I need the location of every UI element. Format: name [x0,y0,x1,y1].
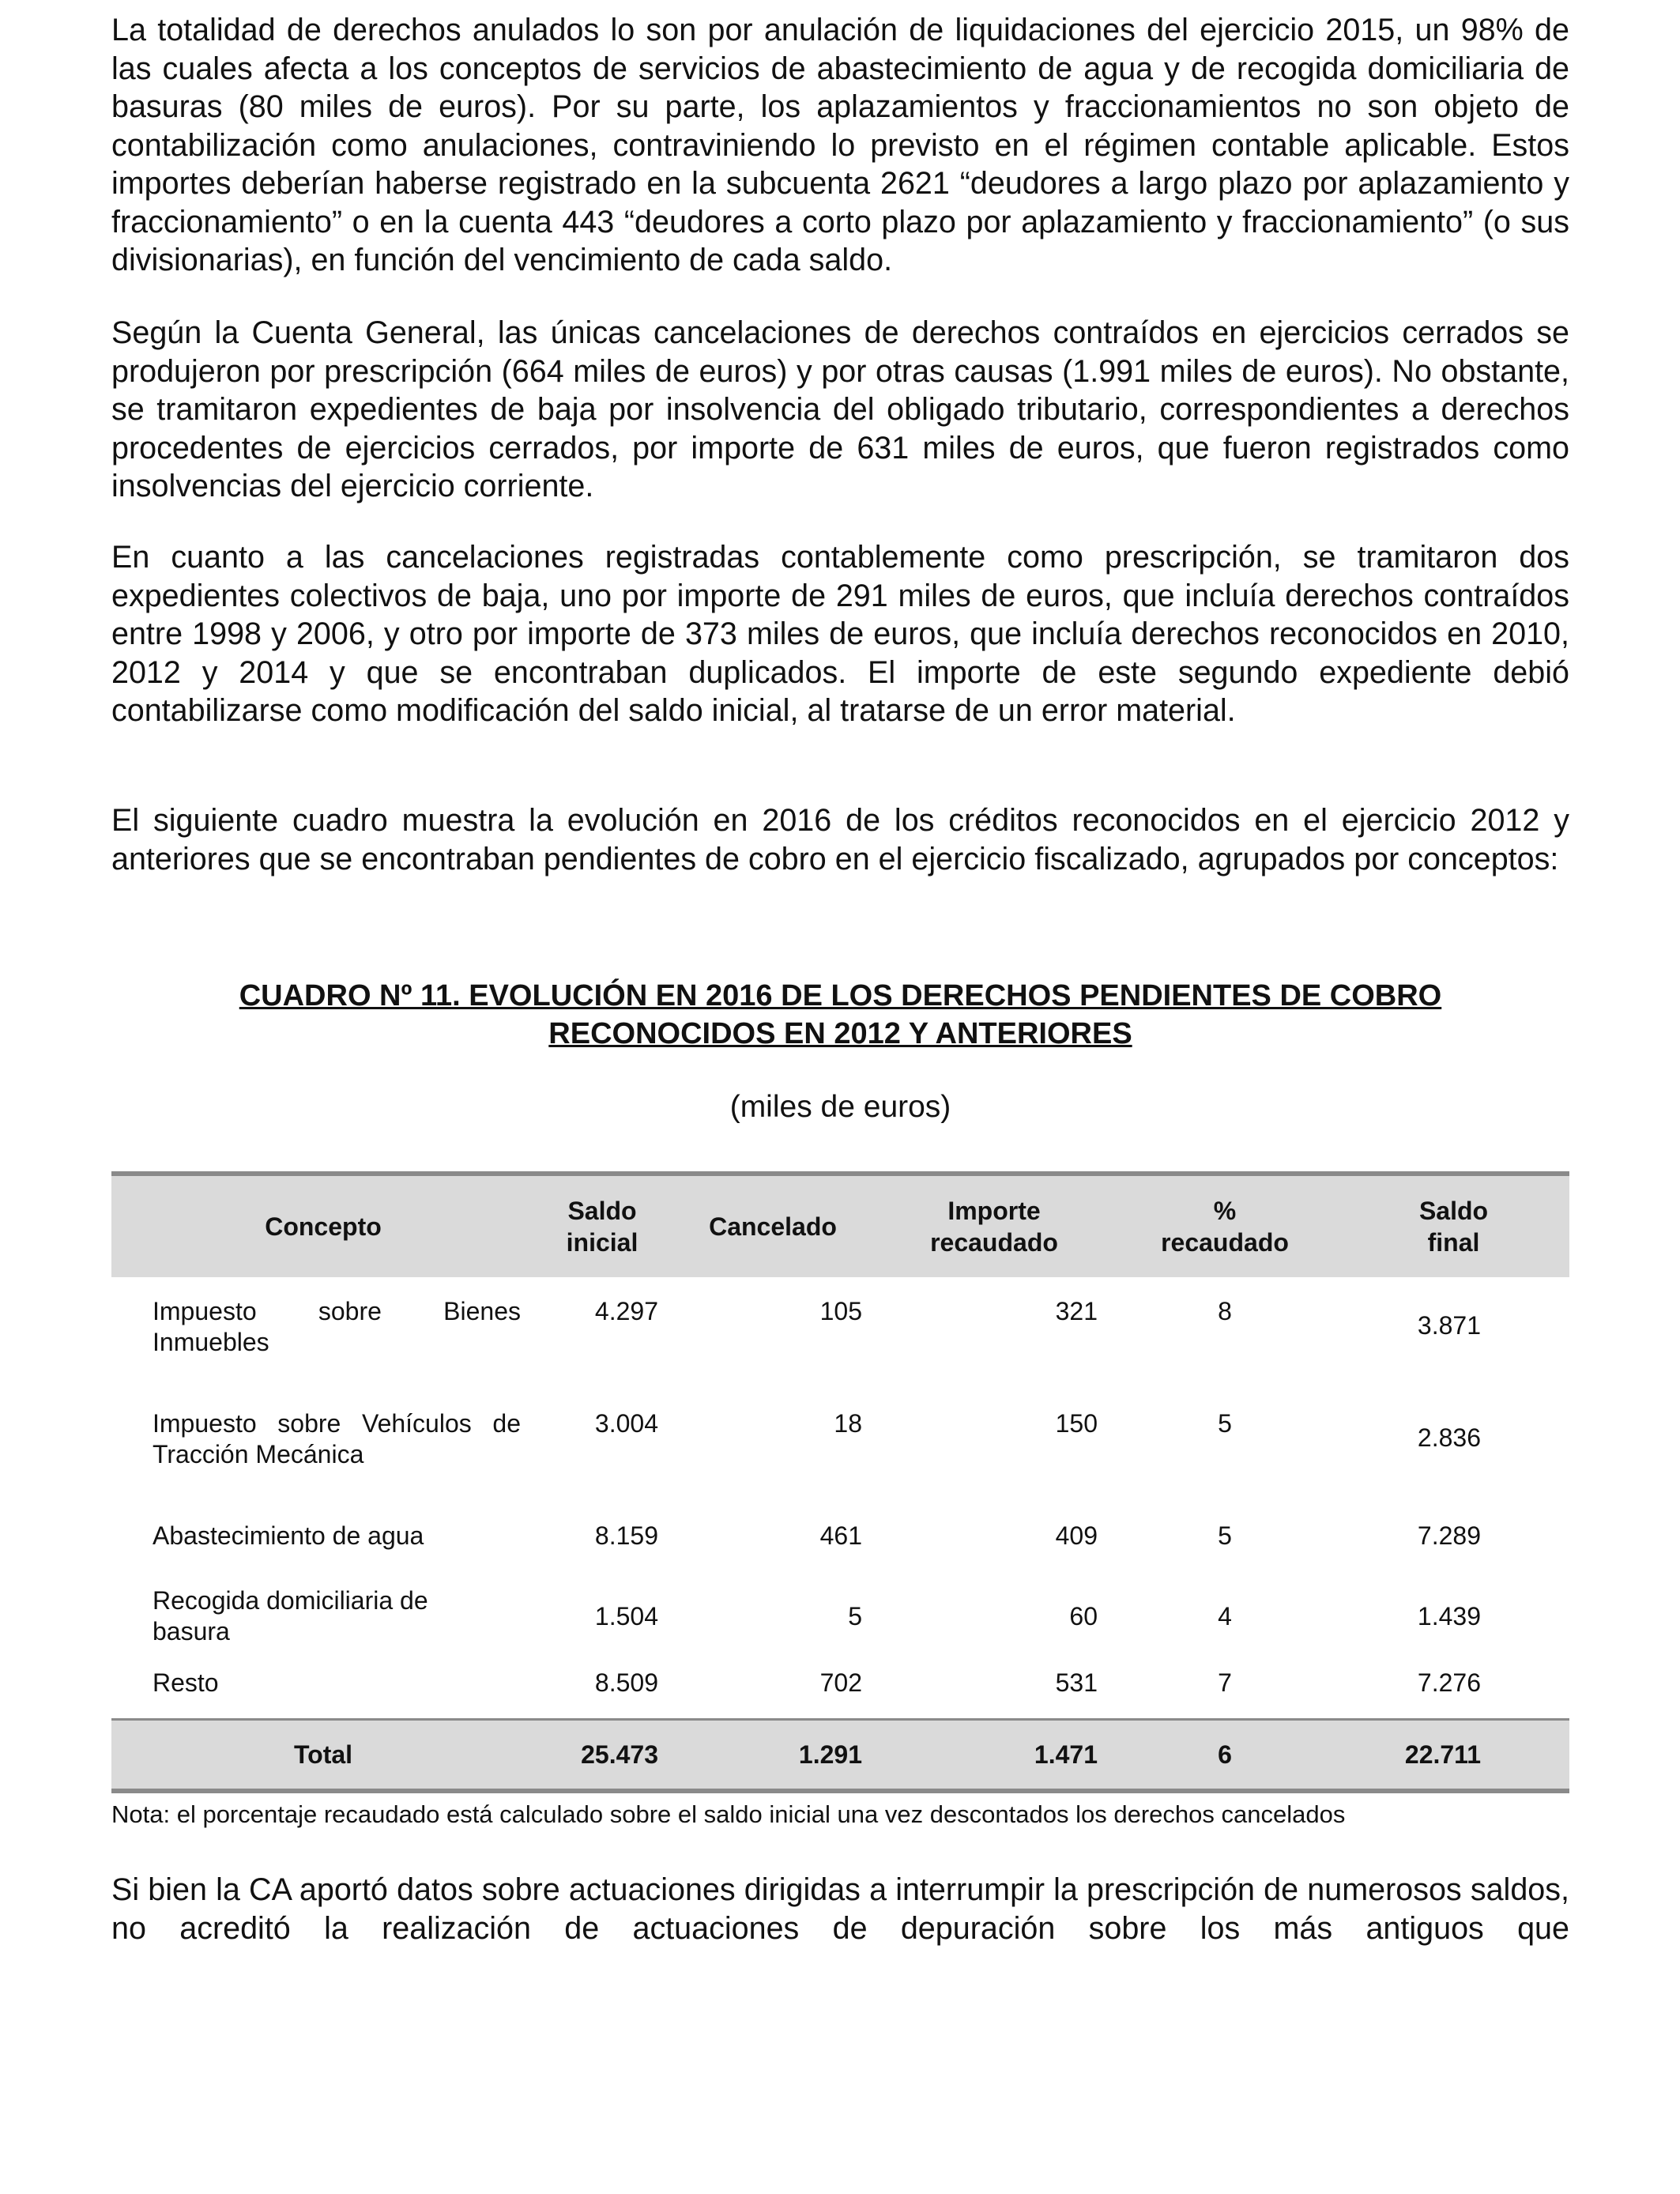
paragraph-intro-cuadro: El siguiente cuadro muestra la evolución en 2016 de los créditos reconocidos en el ejercicio 2012 y anteriores que se encontraban pendientes de cobro en el ejercicio fiscalizado, agrupados por conceptos: [111,803,1569,876]
total-pct-recaudado: 6 [1112,1720,1338,1792]
table-title-line-2: RECONOCIDOS EN 2012 Y ANTERIORES [548,1017,1132,1050]
cell-importe-recaudado: 531 [1055,1668,1098,1697]
cell-pct-recaudado: 5 [1218,1409,1232,1438]
cell-cancelado: 5 [848,1602,862,1630]
paragraph-anulaciones: La totalidad de derechos anulados lo son por anulación de liquidaciones del ejercicio 2015, un 98% de las cuales afecta a los conceptos de servicios de abastecimiento de agua y de recogida domiciliaria de basuras (80 miles de euros). Por su parte, los aplazamientos y fraccionamientos no son objeto de contabilización como anulaciones, contraviniendo lo previsto en el régimen contable aplicable. Estos importes deberían haberse registrado en la subcuenta 2621 “deudores a largo plazo por aplazamiento y fraccionamiento” o en la cuenta 443 “deudores a corto plazo por aplazamiento y fraccionamiento” (o sus divisionarias), en función del vencimiento de cada saldo. [111,13,1569,277]
table-title [111,977,1569,1053]
cell-saldo-inicial: 1.504 [594,1602,658,1630]
paragraph-prescripcion: En cuanto a las cancelaciones registradas contablemente como prescripción, se tramitaron dos expedientes colectivos de baja, uno por importe de 291 miles de euros, que incluía derechos contraídos entre 1998 y 2006, y otro por importe de 373 miles de euros, que incluía derechos reconocidos en 2010, 2012 y 2014 y que se encontraban duplicados. El importe de este segundo expediente debió contabilizarse como modificación del saldo inicial, al tratarse de un error material. [111,540,1569,728]
table-total-row [111,1720,1569,1792]
cell-saldo-final: 2.836 [1417,1423,1481,1452]
header-saldo-final: Saldo final [1338,1174,1569,1277]
paragraph-conclusion: Si bien la CA aportó datos sobre actuaciones dirigidas a interrumpir la prescripción de numerosos saldos, no acreditó la realización de actuaciones de depuración sobre los más antiguos que [111,1872,1569,1946]
cell-saldo-final: 3.871 [1417,1311,1481,1340]
cell-importe-recaudado: 409 [1055,1521,1098,1550]
cell-cancelado: 702 [819,1668,862,1697]
cell-saldo-inicial: 8.509 [594,1668,658,1697]
cell-cancelado: 461 [819,1521,862,1550]
cell-pct-recaudado: 4 [1218,1602,1232,1630]
table-row [111,1585,1569,1668]
cell-saldo-final: 1.439 [1417,1602,1481,1630]
cell-cancelado: 105 [819,1297,862,1325]
cell-saldo-inicial: 8.159 [594,1521,658,1550]
header-concepto: Concepto [111,1174,535,1277]
cell-concepto: Impuesto sobre Vehículos de Tracción Mecánica [153,1409,521,1468]
cell-pct-recaudado: 7 [1218,1668,1232,1697]
total-saldo-inicial: 25.473 [535,1720,669,1792]
cell-cancelado: 18 [834,1409,862,1438]
table-row [111,1668,1569,1720]
cell-concepto: Abastecimiento de agua [153,1521,424,1550]
total-importe-recaudado: 1.471 [876,1720,1112,1792]
table-row [111,1408,1569,1521]
total-saldo-final: 22.711 [1338,1720,1569,1792]
cell-importe-recaudado: 150 [1055,1409,1098,1438]
table-row [111,1521,1569,1585]
header-saldo-inicial: Saldo inicial [535,1174,669,1277]
cell-saldo-inicial: 3.004 [594,1409,658,1438]
cell-saldo-inicial: 4.297 [594,1297,658,1325]
cell-saldo-final: 7.276 [1417,1668,1481,1697]
table-note: Nota: el porcentaje recaudado está calculado sobre el saldo inicial una vez descontados los derechos cancelados [111,1800,1346,1828]
cell-concepto: Impuesto sobre Bienes Inmuebles [153,1297,521,1356]
cell-importe-recaudado: 321 [1055,1297,1098,1325]
cell-concepto: Resto [153,1668,219,1697]
cell-pct-recaudado: 8 [1218,1297,1232,1325]
table-row [111,1277,1569,1408]
header-pct-recaudado: % recaudado [1112,1174,1338,1277]
cell-importe-recaudado: 60 [1069,1602,1098,1630]
table-header-row [111,1174,1569,1277]
cell-saldo-final: 7.289 [1417,1521,1481,1550]
paragraph-cancelaciones: Según la Cuenta General, las únicas cancelaciones de derechos contraídos en ejercicios cerrados se produjeron por prescripción (664 miles de euros) y por otras causas (1.991 miles de euros). No obstante, se tramitaron expedientes de baja por insolvencia del obligado tributario, correspondientes a derechos procedentes de ejercicios cerrados, por importe de 631 miles de euros, que fueron registrados como insolvencias del ejercicio corriente. [111,315,1569,503]
cell-pct-recaudado: 5 [1218,1521,1232,1550]
header-importe-recaudado: Importe recaudado [876,1174,1112,1277]
table-units: (miles de euros) [729,1090,951,1124]
header-cancelado: Cancelado [669,1174,876,1277]
total-cancelado: 1.291 [669,1720,876,1792]
table-title-line-1: CUADRO Nº 11. EVOLUCIÓN EN 2016 DE LOS DERECHOS PENDIENTES DE COBRO [239,979,1442,1012]
derechos-table [111,1171,1569,1793]
cell-concepto: Recogida domiciliaria de basura [153,1586,428,1646]
total-label: Total [111,1720,535,1792]
